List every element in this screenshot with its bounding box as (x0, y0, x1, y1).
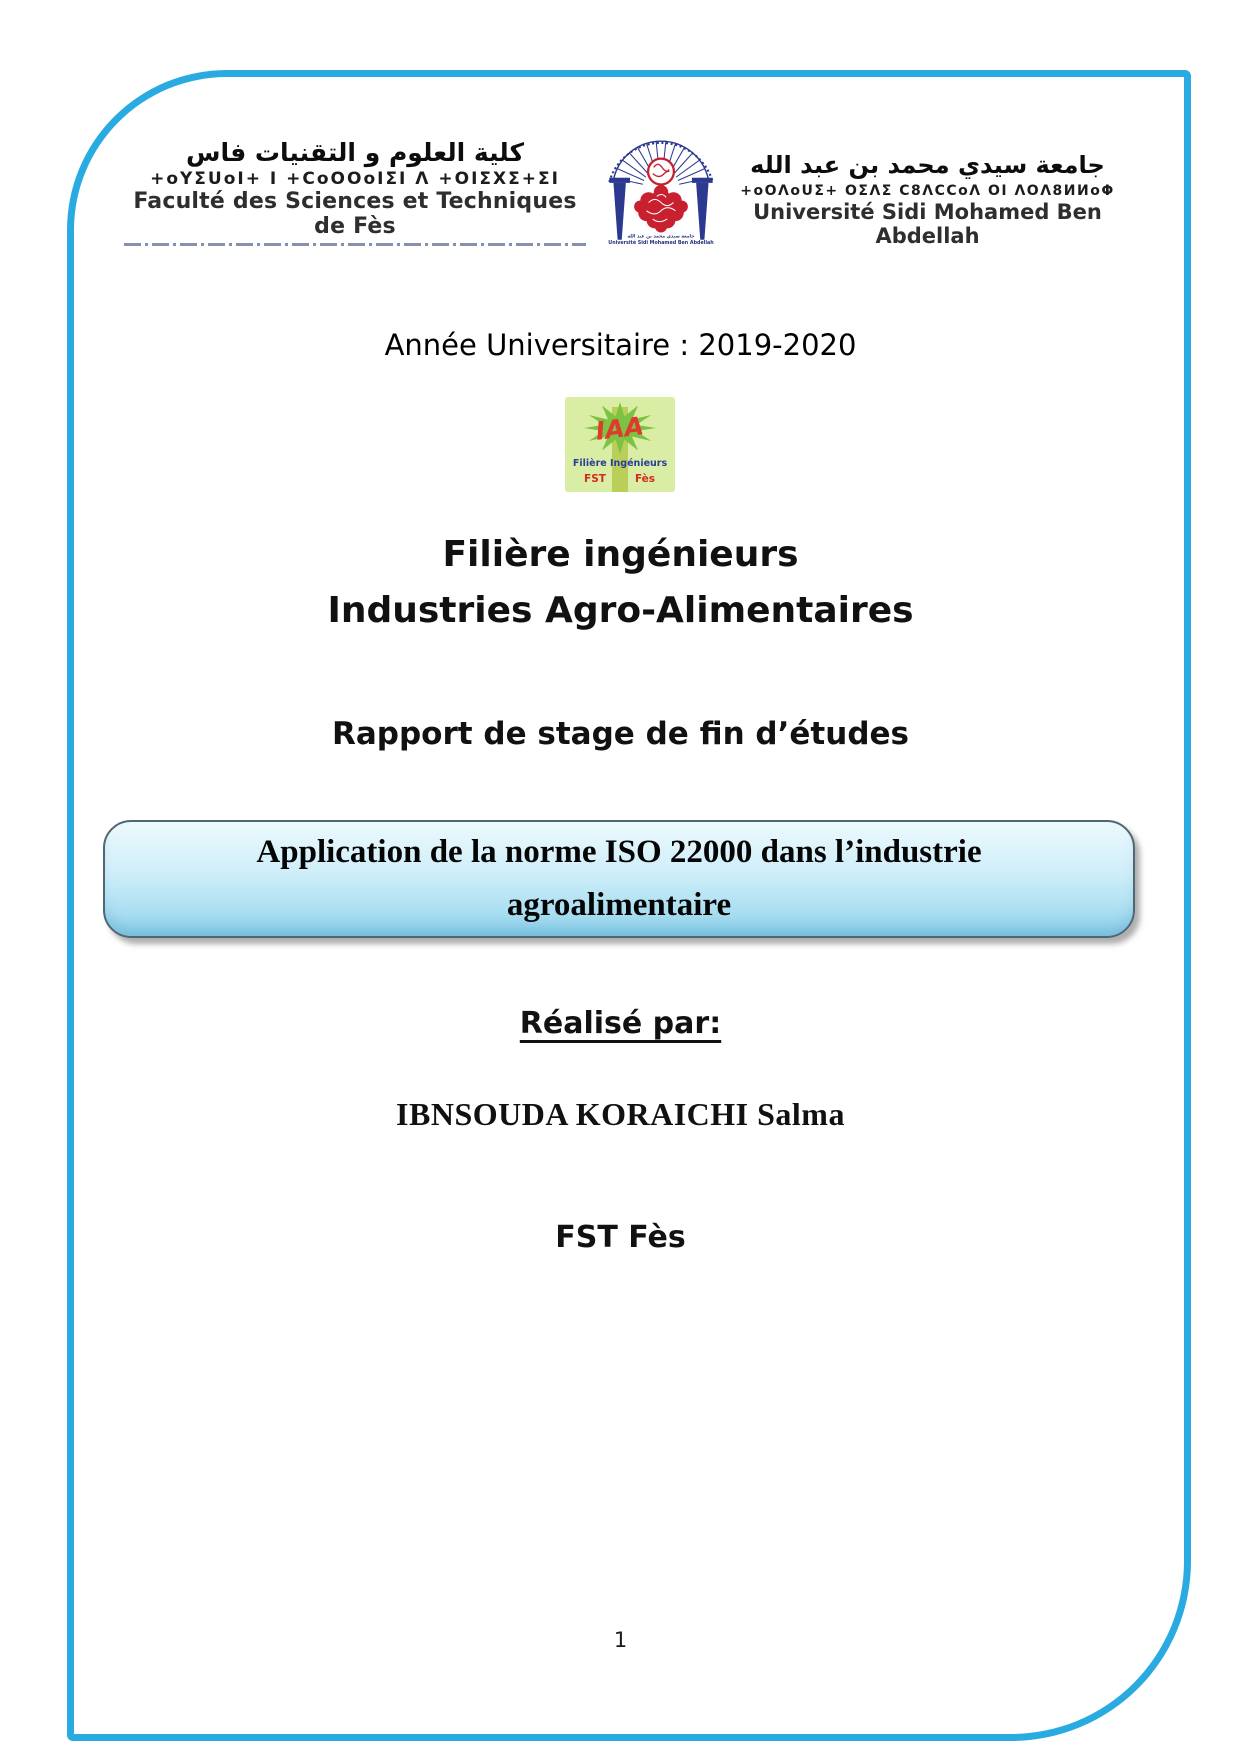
header-dash-dot-divider (124, 243, 586, 246)
university-name-arabic: جامعة سيدي محمد بن عبد الله (750, 151, 1105, 179)
iaa-filiere-logo-icon (565, 397, 675, 492)
university-name-tifinagh: +oOΛoUΣ+ OΣΛΣ C8ΛCCoΛ OI ΛOΛ8ИИoΦ (740, 182, 1115, 199)
realized-by-label: Réalisé par: (519, 1006, 722, 1041)
report-title-line2: agroalimentaire (506, 887, 732, 923)
iaa-fes-label: Fès (634, 473, 656, 485)
report-title-box (103, 820, 1135, 938)
faculty-header-block (120, 138, 590, 246)
academic-year-line: Année Universitaire : 2019-2020 (384, 328, 857, 362)
author-name: IBNSOUDA KORAICHI Salma (396, 1096, 845, 1132)
iaa-acronym: IAA (594, 411, 646, 446)
faculty-name-tifinagh: +oYΣUoI+ I +CoOOoIΣI Λ +OIΣXΣ+ΣI (150, 169, 560, 189)
emblem-caption-arabic: جامعة سيدي محمد بن عبد الله (627, 234, 695, 240)
university-name-french: Université Sidi Mohamed Ben Abdellah (753, 199, 1102, 248)
report-title-line1: Application de la norme ISO 22000 dans l’industrie (256, 834, 982, 871)
program-title-line1: Filière ingénieurs (442, 534, 799, 575)
university-header-block (735, 152, 1120, 248)
iaa-fst-label: FST (584, 473, 606, 485)
program-title-line2: Industries Agro-Alimentaires (327, 590, 914, 631)
faculty-name-arabic: كلية العلوم و التقنيات فاس (185, 138, 525, 167)
emblem-caption-latin: Université Sidi Mohamed Ben Abdellah (608, 239, 722, 246)
iaa-logo-graphic (565, 397, 675, 492)
institution-line: FST Fès (555, 1220, 686, 1255)
report-type-line: Rapport de stage de fin d’études (332, 716, 909, 752)
iaa-subtitle: Filière Ingénieurs (572, 458, 668, 469)
page-number: 1 (613, 1628, 628, 1652)
university-emblem-icon (599, 124, 723, 248)
university-emblem-graphic (599, 124, 723, 248)
faculty-name-french: Faculté des Sciences et Techniques de Fès (133, 189, 577, 239)
